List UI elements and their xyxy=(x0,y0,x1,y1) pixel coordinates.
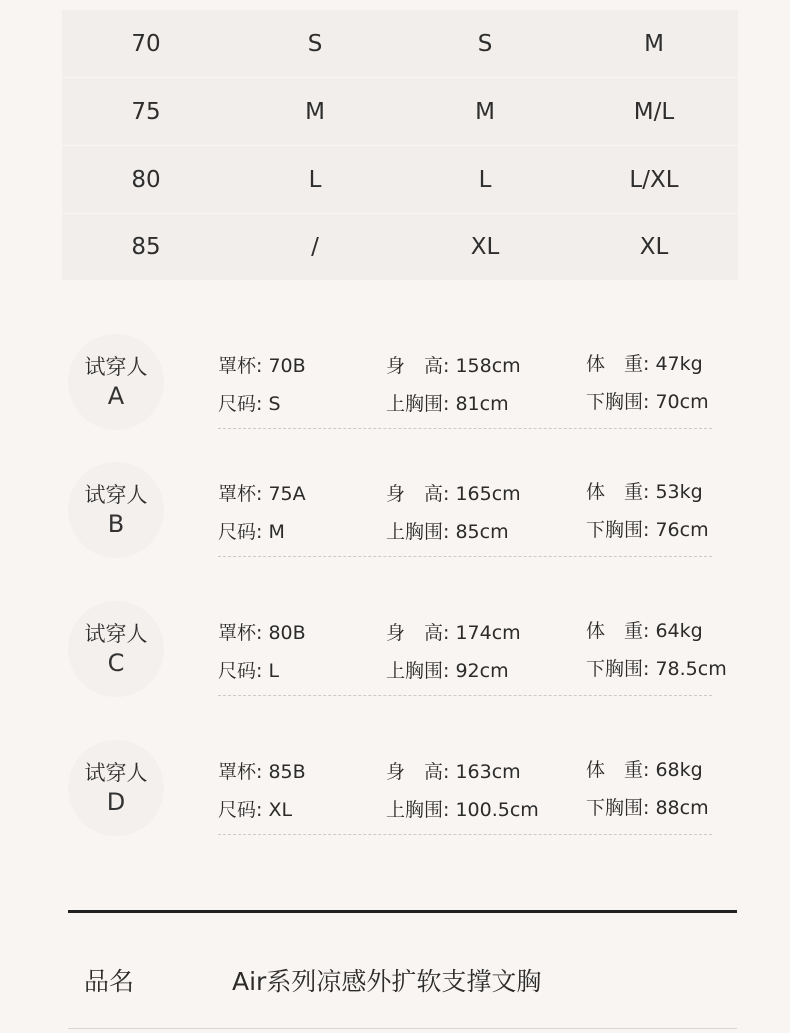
row-divider xyxy=(68,1028,737,1029)
table-cell: L xyxy=(478,166,492,193)
tester-letter: D xyxy=(106,788,126,816)
under-bust-field: 下胸围: 78.5cm xyxy=(586,658,727,680)
tester-title: 试穿人 xyxy=(84,761,148,785)
table-row xyxy=(62,214,738,280)
dashed-divider xyxy=(218,834,712,835)
under-bust-field: 下胸围: 70cm xyxy=(586,391,709,413)
table-cell: / xyxy=(311,234,319,260)
tester-card-c xyxy=(0,601,790,731)
table-cell: XL xyxy=(639,234,669,260)
tester-card-d xyxy=(0,740,790,870)
table-cell: XL xyxy=(470,234,500,260)
size-table xyxy=(62,10,738,280)
dashed-divider xyxy=(218,556,712,557)
table-cell: M/L xyxy=(633,98,675,125)
tester-card-a xyxy=(0,334,790,464)
table-cell: 80 xyxy=(131,166,161,193)
size-field: 尺码: S xyxy=(218,393,281,415)
table-cell: L/XL xyxy=(629,166,679,193)
tester-badge xyxy=(68,740,164,836)
tester-card-b xyxy=(0,462,790,592)
weight-field: 体 重: 64kg xyxy=(586,620,703,642)
weight-field: 体 重: 68kg xyxy=(586,759,703,781)
table-cell: M xyxy=(305,98,325,125)
cup-field: 罩杯: 80B xyxy=(218,622,306,644)
table-row xyxy=(62,78,738,146)
tester-badge xyxy=(68,334,164,430)
height-field: 身 高: 174cm xyxy=(386,622,521,644)
cup-field: 罩杯: 75A xyxy=(218,483,306,505)
cup-field: 罩杯: 85B xyxy=(218,761,306,783)
table-row xyxy=(62,10,738,78)
table-cell: S xyxy=(307,30,323,57)
tester-letter: C xyxy=(107,649,125,677)
height-field: 身 高: 163cm xyxy=(386,761,521,783)
under-bust-field: 下胸围: 88cm xyxy=(586,797,709,819)
section-divider xyxy=(68,910,737,913)
tester-badge xyxy=(68,601,164,697)
tester-title: 试穿人 xyxy=(84,483,148,507)
size-field: 尺码: M xyxy=(218,521,285,543)
cup-field: 罩杯: 70B xyxy=(218,355,306,377)
table-cell: S xyxy=(477,30,493,57)
tester-letter: A xyxy=(107,382,125,410)
upper-bust-field: 上胸围: 100.5cm xyxy=(386,799,539,821)
table-cell: 85 xyxy=(131,234,161,260)
tester-badge xyxy=(68,462,164,558)
upper-bust-field: 上胸围: 85cm xyxy=(386,521,509,543)
product-name-value: Air系列凉感外扩软支撑文胸 xyxy=(232,967,542,996)
table-cell: M xyxy=(475,98,495,125)
upper-bust-field: 上胸围: 92cm xyxy=(386,660,509,682)
table-row xyxy=(62,146,738,214)
product-name-label: 品名 xyxy=(84,967,135,996)
dashed-divider xyxy=(218,695,712,696)
height-field: 身 高: 158cm xyxy=(386,355,521,377)
weight-field: 体 重: 53kg xyxy=(586,481,703,503)
table-cell: 75 xyxy=(131,98,161,125)
size-field: 尺码: L xyxy=(218,660,280,682)
tester-letter: B xyxy=(107,510,125,538)
tester-title: 试穿人 xyxy=(84,622,148,646)
table-cell: 70 xyxy=(131,30,161,57)
under-bust-field: 下胸围: 76cm xyxy=(586,519,709,541)
size-field: 尺码: XL xyxy=(218,799,293,821)
upper-bust-field: 上胸围: 81cm xyxy=(386,393,509,415)
dashed-divider xyxy=(218,428,712,429)
table-cell: M xyxy=(644,30,664,57)
table-cell: L xyxy=(308,166,322,193)
height-field: 身 高: 165cm xyxy=(386,483,521,505)
tester-title: 试穿人 xyxy=(84,355,148,379)
weight-field: 体 重: 47kg xyxy=(586,353,703,375)
